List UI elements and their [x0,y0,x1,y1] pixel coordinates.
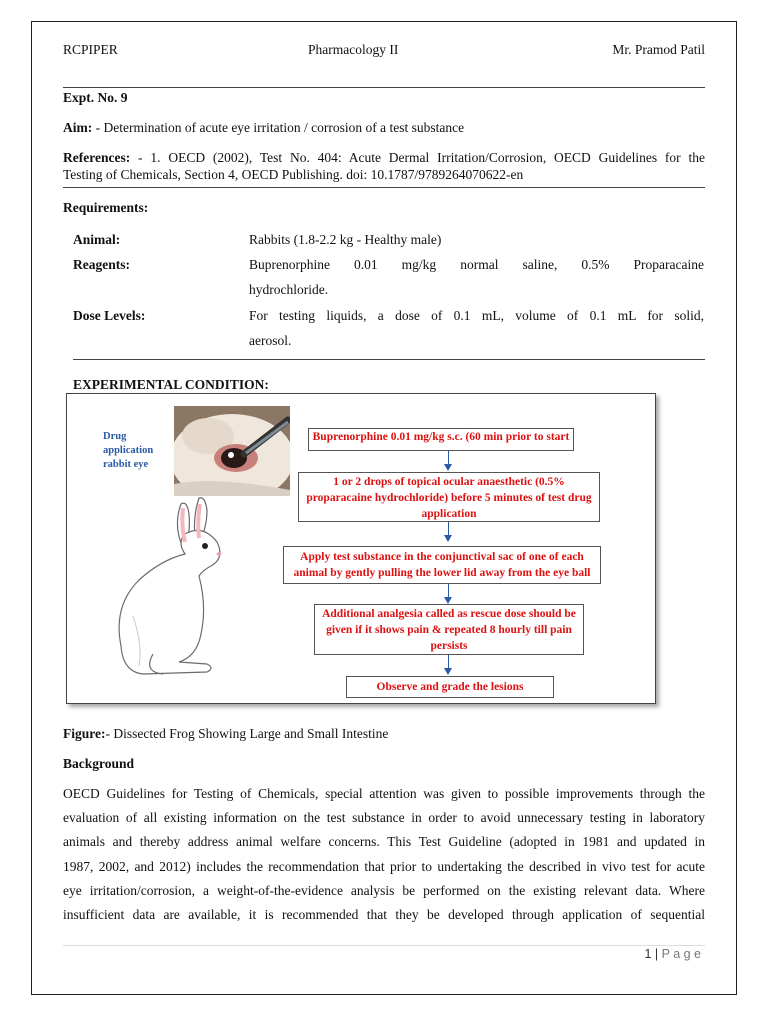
req-value-animal: Rabbits (1.8-2.2 kg - Healthy male) [249,232,442,247]
header-center: Pharmacology II [308,42,399,57]
references-rule [63,187,705,188]
background-paragraph [63,782,705,927]
req-value-reagents-2: hydrochloride. [249,282,329,297]
requirements-rule [73,359,705,360]
page-word: P a g e [661,947,701,961]
flow-arrow-4 [448,655,449,669]
references-label: References: [63,150,131,165]
req-label-animal: Animal: [73,232,121,247]
rabbit-eye-photo [174,406,290,496]
req-value-reagents-1: Buprenorphine 0.01 mg/kg normal saline, 0.5% Proparacaine [249,257,704,272]
flow-arrowhead-4 [444,668,452,675]
expt-number: Expt. No. 9 [63,90,128,105]
aim-text: - Determination of acute eye irritation / corrosion of a test substance [92,120,465,135]
references-text-1: - 1. OECD (2002), Test No. 404: Acute Dermal Irritation/Corrosion, OECD Guidelines for the [130,150,705,165]
header-left: RCPIPER [63,42,118,57]
background-line-5: eye irritation/corrosion, a weight-of-the-evidence analysis be performed on the existing relevant data. Where [63,882,705,898]
header-right: Mr. Pramod Patil [612,42,705,57]
experimental-heading: EXPERIMENTAL CONDITION: [73,377,269,392]
page-separator: | [654,947,659,961]
background-line-2: evaluation of all existing information on the test substance in order to avoid unnecessary testing in laboratory [63,810,705,826]
header-rule [63,87,705,88]
figure-caption-drug-application: Drug application rabbit eye [103,431,154,470]
background-line-4: 1987, 2002, and 2012) includes the recommendation that prior to undertaking the described in vivo test for acute [63,858,705,874]
background-line-6: insufficient data are available, it is recommended that they be developed through application of sequential [63,907,705,923]
background-line-1: OECD Guidelines for Testing of Chemicals, special attention was given to possible improvements through the [63,786,705,801]
aim [63,120,464,136]
flow-step-4: Additional analgesia called as rescue dose should be given if it shows pain & repeated 8 hourly till pain persists [314,604,584,655]
figure-caption [63,726,388,742]
references-line1 [63,150,705,166]
flow-step-5: Observe and grade the lesions [346,676,554,698]
aim-label: Aim: [63,120,93,135]
page-number: 1 [644,947,652,961]
flow-arrowhead-1 [444,464,452,471]
flow-step-2: 1 or 2 drops of topical ocular anaesthetic (0.5% proparacaine hydrochloride) before 5 minutes of test drug application [298,472,600,522]
req-label-dose: Dose Levels: [73,308,146,323]
footer-rule [63,945,705,946]
page-footer [644,947,701,961]
flow-arrowhead-2 [444,535,452,542]
flow-arrow-2 [448,522,449,536]
flow-arrow-3 [448,584,449,598]
req-value-dose-2: aerosol. [249,333,292,348]
flow-step-1: Buprenorphine 0.01 mg/kg s.c. (60 min prior to start [308,428,574,451]
requirements-heading: Requirements: [63,200,149,215]
req-value-dose-1: For testing liquids, a dose of 0.1 mL, volume of 0.1 mL for solid, [249,308,704,323]
flow-arrowhead-3 [444,597,452,604]
flow-step-3: Apply test substance in the conjunctival sac of one of each animal by gently pulling the lower lid away from the eye ball [283,546,601,584]
experimental-figure [66,393,656,704]
req-label-reagents: Reagents: [73,257,130,272]
rabbit-illustration [103,496,233,686]
background-heading: Background [63,756,135,771]
background-line-3: animals and thereby address animal welfare concerns. This Test Guideline (adopted in 1981 and updated in [63,834,705,850]
flow-arrow-1 [448,451,449,465]
references-line2: Testing of Chemicals, Section 4, OECD Publishing. doi: 10.1787/9789264070622-en [63,167,524,182]
figure-text: - Dissected Frog Showing Large and Small Intestine [105,726,389,741]
figure-label: Figure: [63,726,106,741]
